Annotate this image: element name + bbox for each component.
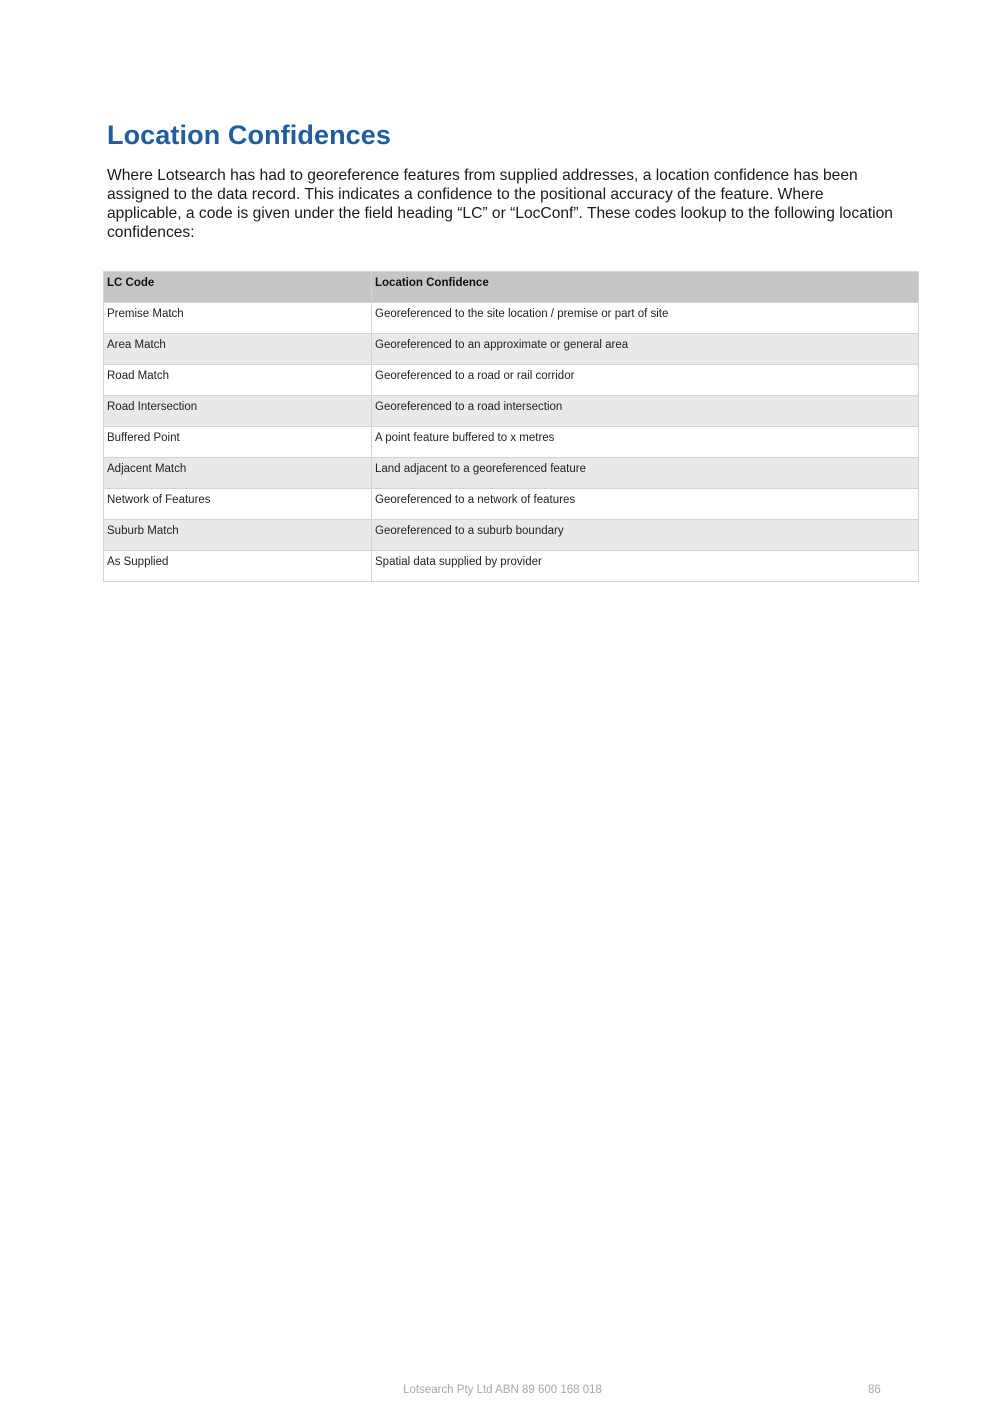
header-location-confidence: Location Confidence — [372, 272, 919, 303]
table-row — [104, 334, 919, 365]
table-row — [104, 396, 919, 427]
table-row — [104, 427, 919, 458]
lc-code-cell: Road Intersection — [104, 396, 372, 427]
location-confidence-cell: Land adjacent to a georeferenced feature — [372, 458, 919, 489]
page-title: Location Confidences — [107, 120, 392, 150]
location-confidence-cell: A point feature buffered to x metres — [372, 427, 919, 458]
table-row — [104, 303, 919, 334]
lc-code-cell: Suburb Match — [104, 520, 372, 551]
location-confidence-cell: Georeferenced to a suburb boundary — [372, 520, 919, 551]
lc-code-cell: Adjacent Match — [104, 458, 372, 489]
lc-code-cell: Buffered Point — [104, 427, 372, 458]
location-confidence-cell: Georeferenced to a network of features — [372, 489, 919, 520]
footer-company: Lotsearch Pty Ltd ABN 89 600 168 018 — [403, 1384, 602, 1396]
location-confidence-cell: Georeferenced to a road or rail corridor — [372, 365, 919, 396]
table-row — [104, 489, 919, 520]
table-row — [104, 520, 919, 551]
location-confidence-cell: Georeferenced to an approximate or general area — [372, 334, 919, 365]
location-confidence-cell: Georeferenced to the site location / premise or part of site — [372, 303, 919, 334]
location-confidence-cell: Spatial data supplied by provider — [372, 551, 919, 582]
footer-page-number: 86 — [868, 1384, 881, 1396]
table-header-row — [104, 272, 919, 303]
lc-code-cell: Premise Match — [104, 303, 372, 334]
lc-code-cell: As Supplied — [104, 551, 372, 582]
lc-code-cell: Road Match — [104, 365, 372, 396]
intro-paragraph: Where Lotsearch has had to georeference features from supplied addresses, a location confidence has been assigned to the data record. This indicates a confidence to the positional accuracy of the feature. Where applicable, a code is given under the field heading “LC” or “LocConf”. These codes lookup to the following location confidences: — [107, 167, 893, 241]
table-row — [104, 551, 919, 582]
lc-code-cell: Network of Features — [104, 489, 372, 520]
table-row — [104, 365, 919, 396]
location-confidence-table — [103, 271, 919, 582]
header-lc-code: LC Code — [104, 272, 372, 303]
table-row — [104, 458, 919, 489]
location-confidence-cell: Georeferenced to a road intersection — [372, 396, 919, 427]
lc-code-cell: Area Match — [104, 334, 372, 365]
